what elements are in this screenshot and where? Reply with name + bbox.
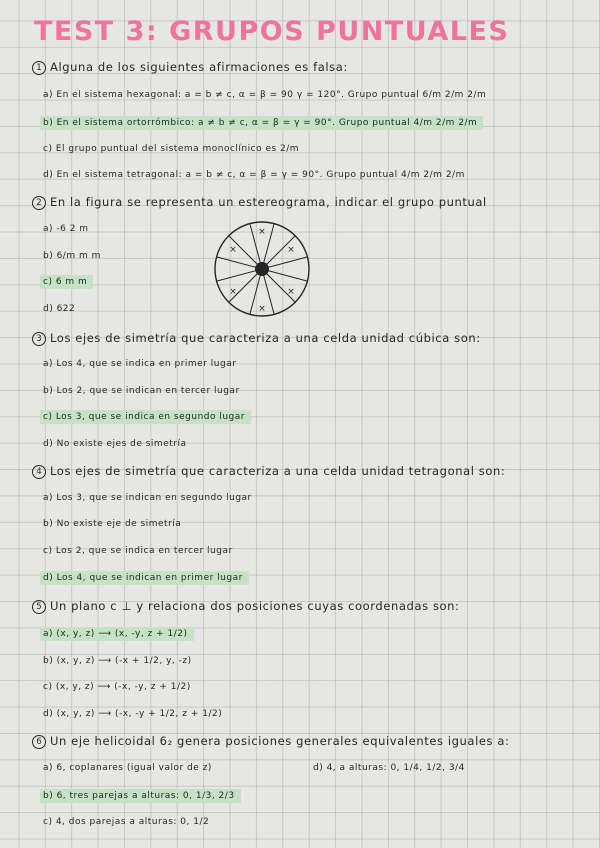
question-3 (32, 331, 481, 346)
option-4c: c) Los 2, que se indica en tercer lugar (43, 546, 233, 556)
question-number: 1 (32, 61, 46, 75)
pole-mark: × (287, 287, 295, 297)
mirror-line (262, 269, 307, 281)
option-2d: d) 622 (43, 304, 76, 314)
question-text: Alguna de los siguientes afirmaciones es falsa: (50, 60, 348, 74)
question-text: Un plano c ⊥ y relaciona dos posiciones cuyas coordenadas son: (50, 599, 460, 613)
option-5b: b) (x, y, z) ⟶ (-x + 1/2, y, -z) (43, 656, 192, 666)
mirror-line (217, 257, 262, 269)
option-6b-highlighted: b) 6, tres parejas a alturas: 0, 1/3, 2/3 (40, 789, 241, 803)
option-4a: a) Los 3, que se indican en segundo lugar (43, 493, 252, 503)
option-3d: d) No existe ejes de simetría (43, 439, 187, 449)
option-6a: a) 6, coplanares (igual valor de z) (43, 763, 212, 773)
question-5 (32, 599, 460, 614)
center-axis-dot (255, 262, 269, 276)
question-number: 3 (32, 332, 46, 346)
pole-mark: × (229, 287, 237, 297)
pole-mark: × (229, 245, 237, 255)
question-2 (32, 195, 487, 210)
mirror-line (262, 257, 307, 269)
option-2b: b) 6/m m m (43, 251, 101, 261)
option-2a: a) -6 2 m (43, 224, 89, 234)
pole-mark: × (258, 227, 266, 237)
option-4d-highlighted: d) Los 4, que se indican en primer lugar (40, 571, 249, 585)
option-1c: c) El grupo puntual del sistema monoclínico es 2/m (43, 144, 300, 154)
mirror-line (229, 269, 262, 302)
question-text: En la figura se representa un estereograma, indicar el grupo puntual (50, 195, 487, 209)
question-number: 2 (32, 196, 46, 210)
pole-mark: × (287, 245, 295, 255)
stereogram-figure (213, 220, 311, 318)
question-number: 6 (32, 735, 46, 749)
question-1 (32, 60, 348, 75)
option-3c-highlighted: c) Los 3, que se indica en segundo lugar (40, 410, 251, 424)
question-number: 5 (32, 600, 46, 614)
option-5a-highlighted: a) (x, y, z) ⟶ (x, -y, z + 1/2) (40, 627, 194, 641)
option-5d: d) (x, y, z) ⟶ (-x, -y + 1/2, z + 1/2) (43, 709, 223, 719)
pole-mark: × (258, 304, 266, 314)
question-6 (32, 734, 510, 749)
option-3b: b) Los 2, que se indican en tercer lugar (43, 386, 240, 396)
option-6c: c) 4, dos parejas a alturas: 0, 1/2 (43, 817, 210, 827)
question-text: Los ejes de simetría que caracteriza a una celda unidad cúbica son: (50, 331, 481, 345)
question-text: Los ejes de simetría que caracteriza a una celda unidad tetragonal son: (50, 464, 506, 478)
option-3a: a) Los 4, que se indica en primer lugar (43, 359, 237, 369)
option-1b-highlighted: b) En el sistema ortorrómbico: a ≠ b ≠ c, α = β = γ = 90°. Grupo puntual 4/m 2/m 2/m (40, 116, 483, 130)
option-1d: d) En el sistema tetragonal: a = b ≠ c, α = β = γ = 90°. Grupo puntual 4/m 2/m 2/m (43, 170, 465, 180)
question-4 (32, 464, 505, 479)
option-6d: d) 4, a alturas: 0, 1/4, 1/2, 3/4 (313, 763, 465, 773)
option-5c: c) (x, y, z) ⟶ (-x, -y, z + 1/2) (43, 682, 191, 692)
page-title: TEST 3: GRUPOS PUNTUALES (34, 16, 510, 47)
question-number: 4 (32, 465, 46, 479)
mirror-line (217, 269, 262, 281)
option-1a: a) En el sistema hexagonal: a = b ≠ c, α = β = 90 γ = 120°. Grupo puntual 6/m 2/m 2/m (43, 90, 487, 100)
question-text: Un eje helicoidal 6₂ genera posiciones generales equivalentes iguales a: (50, 734, 510, 748)
option-4b: b) No existe eje de simetría (43, 519, 182, 529)
option-2c-highlighted: c) 6 m m (40, 275, 93, 289)
mirror-line (262, 269, 295, 302)
